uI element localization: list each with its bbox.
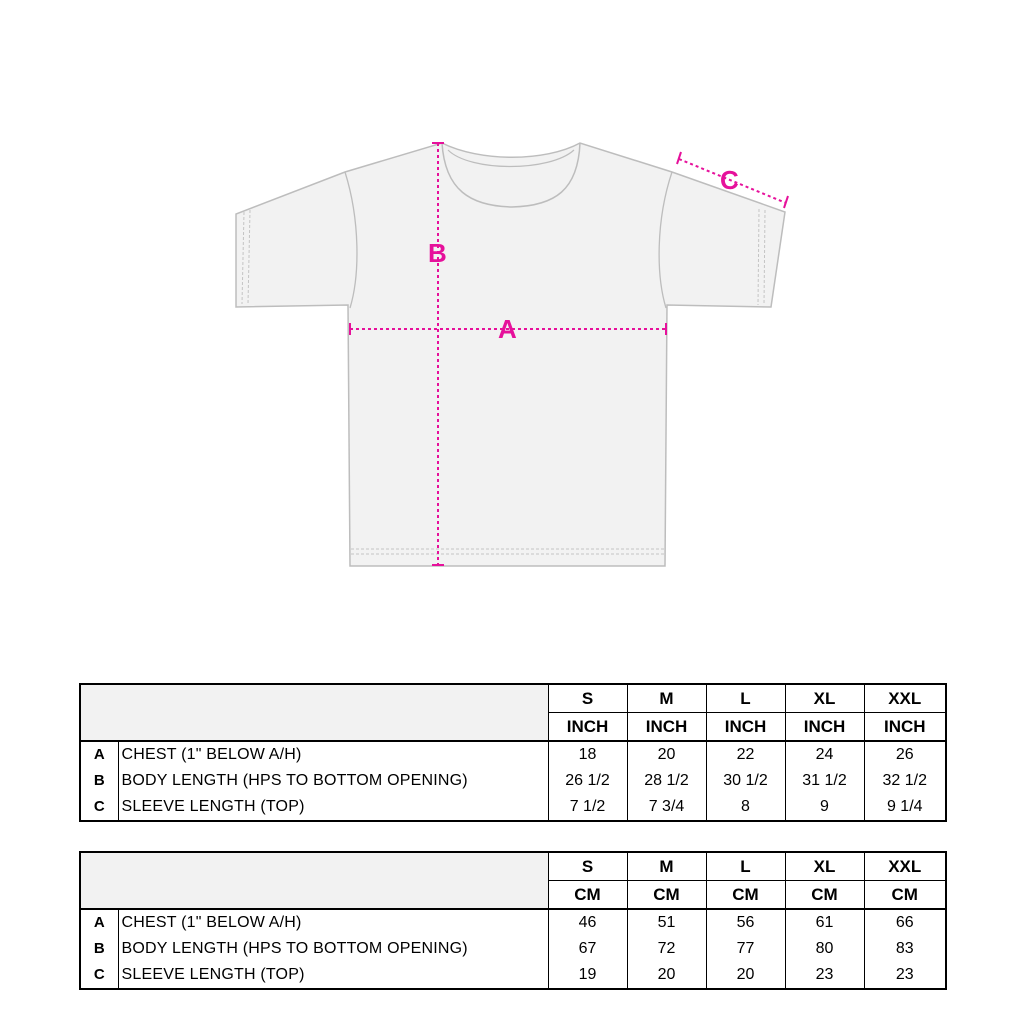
measurement-code: C: [80, 962, 118, 989]
size-header: M: [627, 684, 706, 713]
unit-header: CM: [627, 881, 706, 910]
measurement-value: 51: [627, 909, 706, 936]
size-header: XXL: [864, 684, 946, 713]
measurement-value: 66: [864, 909, 946, 936]
size-header: XL: [785, 852, 864, 881]
size-table-cm: [79, 851, 947, 990]
size-header: L: [706, 684, 785, 713]
size-header: M: [627, 852, 706, 881]
measurement-value: 26 1/2: [548, 768, 627, 794]
table-blank-header: [80, 684, 548, 741]
unit-header: CM: [864, 881, 946, 910]
table-row: [80, 768, 946, 794]
measurement-value: 22: [706, 741, 785, 768]
measurement-value: 9 1/4: [864, 794, 946, 821]
measurement-value: 80: [785, 936, 864, 962]
unit-header: INCH: [706, 713, 785, 742]
measurement-value: 30 1/2: [706, 768, 785, 794]
size-header-row: [80, 852, 946, 881]
measurement-value: 8: [706, 794, 785, 821]
measurement-value: 19: [548, 962, 627, 989]
measurement-value: 20: [627, 741, 706, 768]
measurement-value: 23: [864, 962, 946, 989]
table-row: [80, 741, 946, 768]
measure-b-label: B: [428, 238, 447, 268]
measure-c-label: C: [720, 165, 739, 195]
measurement-name: BODY LENGTH (HPS TO BOTTOM OPENING): [118, 936, 548, 962]
size-header: L: [706, 852, 785, 881]
measurement-name: BODY LENGTH (HPS TO BOTTOM OPENING): [118, 768, 548, 794]
measurement-code: B: [80, 936, 118, 962]
measurement-code: A: [80, 741, 118, 768]
unit-header: INCH: [785, 713, 864, 742]
table-blank-header: [80, 852, 548, 909]
measurement-value: 26: [864, 741, 946, 768]
size-table-inch: [79, 683, 947, 822]
unit-header: INCH: [864, 713, 946, 742]
size-header: S: [548, 684, 627, 713]
measurement-value: 7 1/2: [548, 794, 627, 821]
measurement-value: 9: [785, 794, 864, 821]
measurement-name: CHEST (1" BELOW A/H): [118, 909, 548, 936]
unit-header: CM: [706, 881, 785, 910]
unit-header: CM: [548, 881, 627, 910]
table-row: [80, 909, 946, 936]
measurement-value: 46: [548, 909, 627, 936]
measurement-value: 31 1/2: [785, 768, 864, 794]
unit-header: CM: [785, 881, 864, 910]
measurement-value: 24: [785, 741, 864, 768]
measurement-value: 61: [785, 909, 864, 936]
measure-a-label: A: [498, 314, 517, 344]
measurement-value: 72: [627, 936, 706, 962]
measurement-value: 77: [706, 936, 785, 962]
measurement-name: CHEST (1" BELOW A/H): [118, 741, 548, 768]
measurement-code: C: [80, 794, 118, 821]
measurement-name: SLEEVE LENGTH (TOP): [118, 962, 548, 989]
measurement-value: 32 1/2: [864, 768, 946, 794]
measurement-value: 83: [864, 936, 946, 962]
size-header-row: [80, 684, 946, 713]
measurement-value: 56: [706, 909, 785, 936]
measurement-value: 20: [706, 962, 785, 989]
size-header: XXL: [864, 852, 946, 881]
measurement-code: A: [80, 909, 118, 936]
measurement-value: 20: [627, 962, 706, 989]
table-row: [80, 936, 946, 962]
measurement-code: B: [80, 768, 118, 794]
unit-header: INCH: [548, 713, 627, 742]
table-row: [80, 794, 946, 821]
measurement-value: 7 3/4: [627, 794, 706, 821]
measurement-value: 28 1/2: [627, 768, 706, 794]
measurement-value: 18: [548, 741, 627, 768]
measurement-value: 67: [548, 936, 627, 962]
size-header: S: [548, 852, 627, 881]
table-row: [80, 962, 946, 989]
size-header: XL: [785, 684, 864, 713]
measurement-name: SLEEVE LENGTH (TOP): [118, 794, 548, 821]
measurement-value: 23: [785, 962, 864, 989]
unit-header: INCH: [627, 713, 706, 742]
